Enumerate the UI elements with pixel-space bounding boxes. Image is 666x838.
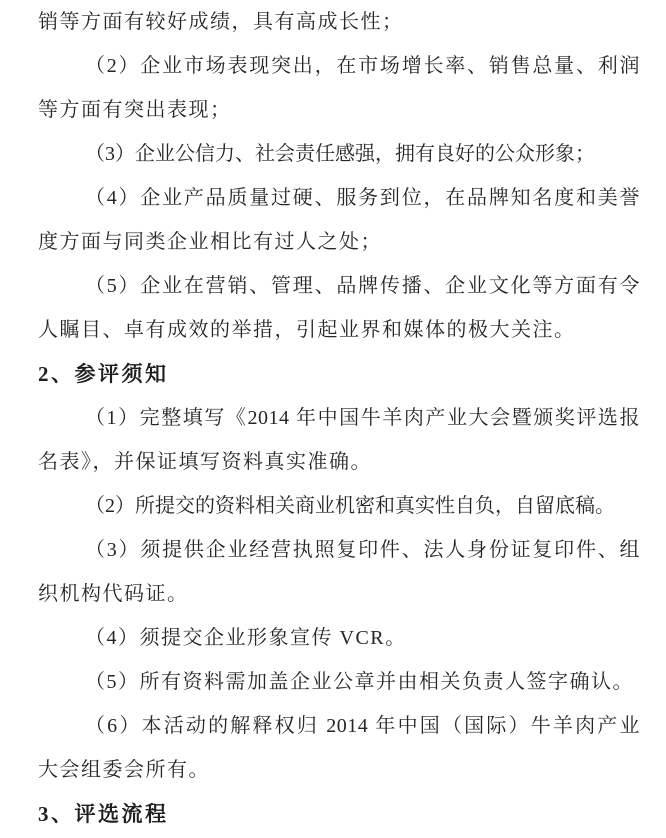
text-line: （3）企业公信力、社会责任感强，拥有良好的公众形象；	[85, 143, 595, 165]
section-heading: 3、评选流程	[38, 802, 169, 826]
text-line: （1）完整填写《2014 年中国牛羊肉产业大会暨颁奖评选报	[85, 407, 640, 429]
text-line: 度方面与同类企业相比有过人之处；	[38, 231, 382, 253]
section-heading: 2、参评须知	[38, 362, 169, 386]
text-line: 等方面有突出表现；	[38, 99, 232, 121]
document-content	[38, 0, 640, 836]
text-line: （5）所有资料需加盖企业公章并由相关负责人签字确认。	[85, 671, 634, 693]
text-line: 大会组委会所有。	[38, 759, 210, 781]
text-line: （4）企业产品质量过硬、服务到位，在品牌知名度和美誉	[85, 187, 640, 209]
text-line: 人瞩目、卓有成效的举措，引起业界和媒体的极大关注。	[38, 319, 576, 341]
text-line: 销等方面有较好成绩，具有高成长性；	[38, 11, 404, 33]
text-line: 名表》，并保证填写资料真实准确。	[38, 451, 372, 473]
text-line: （3）须提供企业经营执照复印件、法人身份证复印件、组	[85, 539, 640, 561]
text-line: 织机构代码证。	[38, 583, 189, 605]
text-line: （4）须提交企业形象宣传 VCR。	[85, 627, 407, 649]
text-line: （5）企业在营销、管理、品牌传播、企业文化等方面有令	[85, 275, 640, 297]
text-line: （2）企业市场表现突出，在市场增长率、销售总量、利润	[85, 55, 640, 77]
text-line: （6）本活动的解释权归 2014 年中国（国际）牛羊肉产业	[85, 715, 640, 737]
text-line: （2）所提交的资料相关商业机密和真实性自负，自留底稿。	[85, 495, 615, 517]
